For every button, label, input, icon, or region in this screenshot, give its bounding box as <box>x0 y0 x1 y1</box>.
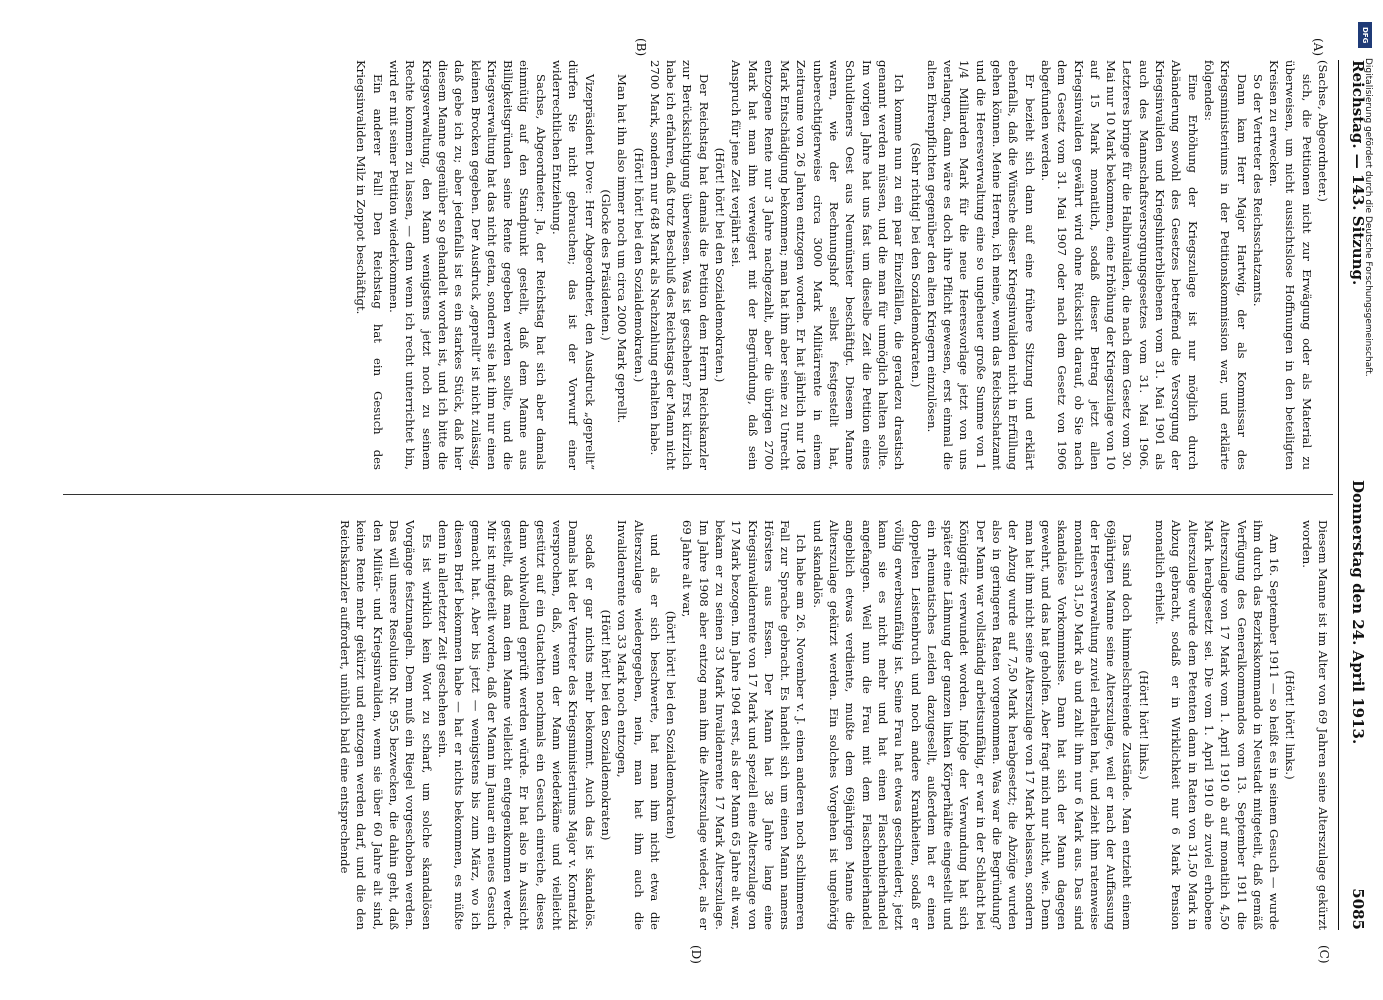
interjection: (Hört! hört! bei den Sozialdemokraten) <box>598 609 613 841</box>
paragraph: Diesem Manne ist im Alter von 69 Jahren seine Alterszulage gekürzt worden. <box>1299 520 1330 930</box>
paragraph: und als er sich beschwerte, hat man ihm nicht etwa die Alterszulage wiedergegeben, nein, man hat ihm auch die Invalidenrente von 33 Mark noch entzogen, <box>615 520 662 930</box>
header-date: Donnerstag den 24. April 1913. <box>1349 480 1367 745</box>
interjection: (Hört! hört! bei den Sozialdemokraten.) <box>631 147 646 383</box>
digitization-credit: Digitalisierung gefördert durch die Deutsche Forschungsgemeinschaft. <box>1363 58 1373 377</box>
interjection: (Sehr richtig! bei den Sozialdemokraten.) <box>908 142 923 388</box>
dfg-logo: DFG <box>1358 22 1372 48</box>
speaker-note: (Sachse, Abgeordneter.) <box>1316 60 1330 202</box>
interjection: (Glocke des Präsidenten.) <box>598 189 613 341</box>
interjection: (Hört! hört! links.) <box>1283 670 1298 780</box>
interjection: (hört! hört! bei den Sozialdemokraten) <box>664 610 679 840</box>
paragraph: sich, die Petitionen nicht zur Erwägung oder als Material zu überweisen, um nicht aussichtslose Hoffnungen in den beteiligten Kreisen zu erwecken. <box>1267 60 1314 470</box>
left-column <box>66 60 1331 470</box>
paragraph: Ich komme nun zu ein paar Einzelfällen, die geradezu drastisch genannt werden müssen, und die man für unmöglich halten sollte. Im vorigen Jahre hat uns fast um dieselbe Zeit die Petition eines Schuldieners Oest aus Neumünster beschäftigt. Diesem Manne waren, wie der Rechnungshof selbst festgestellt hat, unberechtigterweise circa 3000 Mark Militärrente in einem Zeitraume von 26 Jahren entzogen worden. Er hat jährlich nur 108 Mark Entschädigung bekommen; man hat ihm aber seine zu Unrecht entzogene Rente nur 3 Jahre nachgezahlt, aber die übrigen 2700 Mark hat man ihm verweigert mit der Begründung, daß sein Anspruch für jene Zeit verjährt sei. <box>729 60 907 470</box>
margin-marker-c: (C) <box>1317 945 1331 964</box>
paragraph: So der Vertreter des Reichsschatzamts. <box>1250 74 1265 307</box>
paragraph: Ich habe am 26. November v. J. einen anderen noch schlimmeren Fall zur Sprache gebracht. Es handelt sich um einen Mann namens Hörsters aus Essen. Der Mann hat 38 Jahre lang eine Kriegsinvalidenrente von 17 Mark und speziell eine Alterszulage von 17 Mark bezogen. Im Jahre 1904 erst, als der Mann 65 Jahre alt war, bekam er zu seinen 33 Mark Invalidenrente 17 Mark Alterszulage. Im Jahre 1908 aber entzog man ihm die Alterszulage wieder, als er 69 Jahre alt war, <box>680 520 809 930</box>
page-number: 5085 <box>1349 888 1367 930</box>
paragraph: Ein anderer Fall! Den Reichstag hat ein Gesuch des Kriegsinvaliden Milz in Zoppot beschäftigt. <box>354 60 385 470</box>
header-title: Reichstag. — 143. Sitzung. <box>1349 60 1367 286</box>
paragraph: Der Reichstag hat damals die Petition dem Herrn Reichskanzler zur Berücksichtigung überwiesen. Was ist geschehen? Erst kürzlich habe ich erfahren, daß trotz Beschluß des Reichstags der Mann nicht 2700 Mark, sondern nur 648 Mark als Nachzahlung erhalten habe. <box>647 60 711 470</box>
column-divider <box>63 494 1333 495</box>
paragraph: sodaß er gar nichts mehr bekommt. Auch das ist skandalös. Damals hat der Vertreter des Kriegsministeriums Major v. Kornatzki versprochen, daß, wenn der Mann wiederkäme und vielleicht gestützt auf ein Gutachten nochmals ein Gesuch einreiche, dieses dann wohlwollend geprüft werden würde. Er hat also in Aussicht gestellt, daß man dem Manne vielleicht entgegenkommen werde. Mir ist mitgeteilt worden, daß der Mann im Januar ein neues Gesuch gemacht hat. Aber bis jetzt — wenigstens bis zum März, wo ich diesen Brief bekommen habe — hat er nichts bekommen, es müßte denn in allerletzter Zeit geschehen sein. <box>435 520 597 930</box>
paragraph: Man hat ihn also immer noch um circa 2000 Mark geprellt. <box>615 74 630 424</box>
paragraph: Vizepräsident Dove: Herr Abgeordneter, den Ausdruck „geprellt“ dürfen Sie nicht gebrauchen; das ist der Vorwurf einer widerrechtlichen Entziehung. <box>550 60 597 470</box>
margin-marker-b: (B) <box>634 38 648 57</box>
paragraph: Es ist wirklich kein Wort zu scharf, um solche skandalösen Vorgänge festzunageln. Dem muß ein Riegel vorgeschoben werden. Das will unsere Resolution Nr. 955 bezwecken, die dahin geht, daß den Militär- und Kriegsinvaliden, wenn sie über 60 Jahre alt sind, keine Rente mehr gekürzt und entzogen werden darf, und die den Reichskanzler auffordert, unüblich bald eine entsprechende <box>338 520 434 930</box>
paragraph: Das sind doch himmelschreiende Zustände. Man entzieht einem 69jährigen Manne seine Alterszulage, weil er nach der Auffassung der Heeresverwaltung zuviel erhalten hat, und zieht ihm ratenweise monatlich 31,50 Mark ab und zahlt ihm nur 6 Mark aus. Das sind skandalöse Vorkommnisse. Dann hat sich der Mann dagegen gewehrt, und das hat geholfen. Aber fragt mich nur nicht, wie. Denn man hat ihm nicht seine Alterszulage von 17 Mark belassen, sondern der Abzug wurde auf 7,50 Mark herabgesetzt; die Abzüge wurden also in geringeren Raten vorgenommen. Was war die Begründung? Der Mann war vollständig arbeitsunfähig, er war in der Schlacht bei Königgrätz verwundet worden. Infolge der Verwundung hat sich später eine Lähmung der ganzen linken Körperhälfte eingestellt und ein rheumatisches Leiden dazugesellt, außerdem hat er einen doppelten Leistenbruch und noch andere Krankheiten, sodaß er völlig erwerbsunfähig ist. Seine Frau hat etwas geschneidert; jetzt kann sie es nicht mehr und hat einen Flaschenbierhandel angefangen. Weil nun die Frau mit dem Flaschenbierhandel angeblich etwas verdiente, mußte dem 69jährigen Manne die Alterszulage gekürzt werden. Ein solches Vorgehen ist ungehörig und skandalös. <box>810 520 1135 930</box>
paragraph: Eine Erhöhung der Kriegszulage ist nur möglich durch Abänderung sowohl des Gesetzes betreffend die Versorgung der Kriegsinvaliden und Kriegshinterbliebenen vom 31. Mai 1901 als auch des Mannschaftsversorgungsgesetzes vom 31. Mai 1906. Letzteres bringe für die Halbinvaliden, die nach dem Gesetz vom 30. Mai nur 10 Mark bekommen, eine Erhöhung der Kriegszulage von 10 auf 15 Mark monatlich, sodaß dieser Betrag jetzt allen Kriegsinvaliden gewährt wird ohne Rücksicht darauf, ob Sie nach dem Gesetz vom 31. Mai 1907 oder nach dem Gesetz von 1906 abgefunden werden. <box>1038 60 1200 470</box>
paragraph: Sachse, Abgeordneter: Ja, der Reichstag hat sich aber damals einmütig auf den Standpunkt gestellt, daß dem Manne aus Billigkeitsgründen seine Rente gegeben werden sollte, und die Kriegsverwaltung hat das nicht getan, sondern sie hat ihm nur einen kleinen Brocken gegeben. Der Ausdruck „geprellt“ ist nicht zulässig, daß gebe ich zu; aber jedenfalls ist es ein starkes Stück, daß hier diesem Manne gegenüber so gehandelt worden ist, und ich bitte die Kriegsverwaltung, den Mann wenigstens jetzt noch zu seinem Rechte kommen zu lassen, — denn wenn ich recht unterrichtet bin, wird er mit seiner Petition wiederkommen. <box>387 60 548 470</box>
interjection: (Hört! hört! links.) <box>1136 670 1151 780</box>
interjection: (Hört! hört! bei den Sozialdemokraten.) <box>713 147 728 383</box>
margin-marker-d: (D) <box>689 945 703 964</box>
paragraph: Am 16. September 1911 — so heißt es in seinem Gesuch — wurde ihm durch das Bezirkskommando in Neustadt mitgeteilt, daß gemäß Verfügung des Generalkommandos vom 13. September 1911 die Alterszulage von 17 Mark vom 1. April 1910 ab auf monatlich 4,50 Mark herabgesetzt sei. Die vom 1. April 1910 ab zuviel erhobene Alterszulage wurde dem Petenten dann in Raten von 31,50 Mark in Abzug gebracht, sodaß er in Wirklichkeit nur 6 Mark Pension monatlich erhielt. <box>1153 520 1282 930</box>
right-column <box>66 520 1331 930</box>
digitization-sidebar <box>1351 10 1379 990</box>
paragraph: Dann kam Herr Major Hartwig, der als Kommissar des Kriegsministeriums in der Petitionskommission war, und erklärte folgendes: <box>1201 60 1249 470</box>
paragraph: Er bezieht sich dann auf eine frühere Sitzung und erklärt ebenfalls, daß die Wünsche dieser Kriegsinvaliden nicht in Erfüllung gehen können. Meine Herren, ich meine, wenn das Reichsschatzamt und die Heeresverwaltung eine so ungeheuer große Summe von 1 1/4 Milliarden Mark für die neue Heeresvorlage jetzt von uns verlangen, dann wäre es doch ihre Pflicht gewesen, erst einmal die alten Ehrenpflichten gegenüber den alten Kriegern einzulösen. <box>924 60 1037 470</box>
margin-marker-a: (A) <box>1311 38 1325 57</box>
